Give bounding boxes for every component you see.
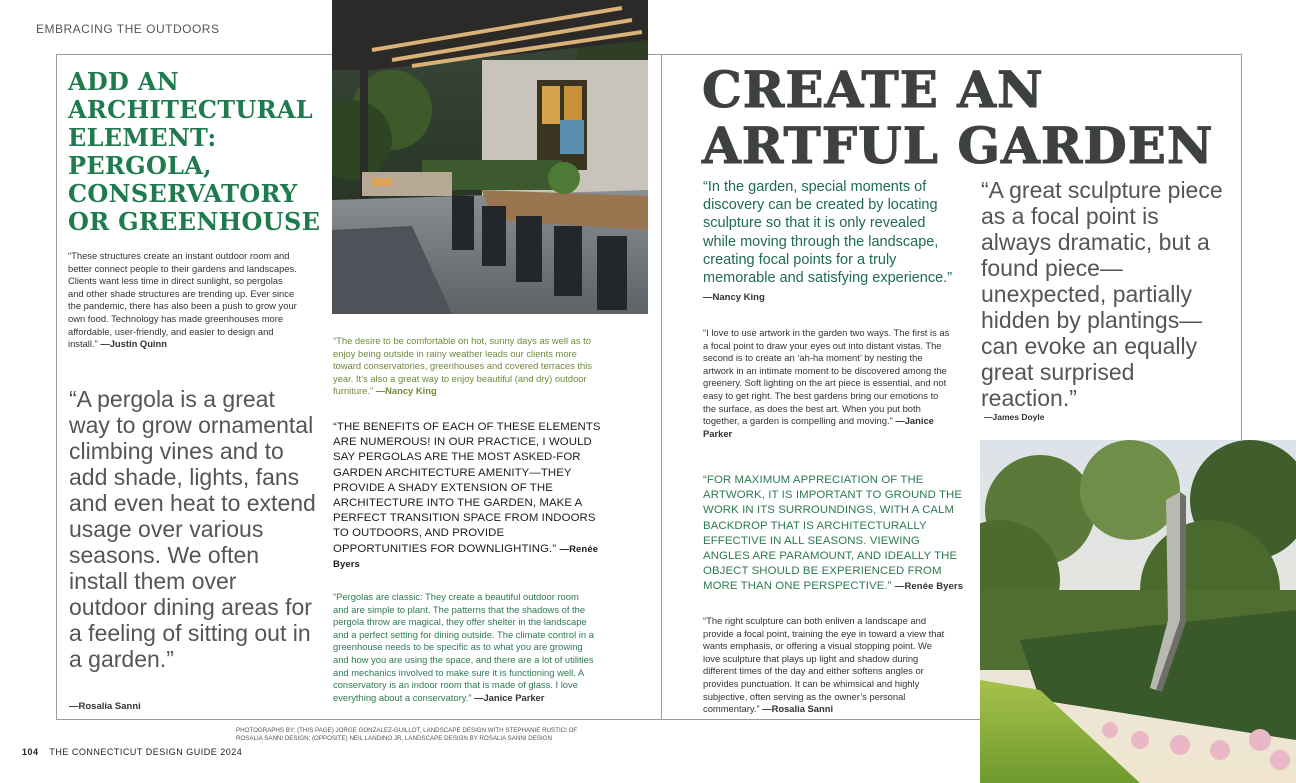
benefits-caps-quote-attribution: —Renée Byers (333, 543, 599, 570)
appreciation-caps-quote-text: “FOR MAXIMUM APPRECIATION OF THE ARTWORK, IT IS IMPORTANT TO GROUND THE WORK IN ITS SURROUNDINGS, WITH A CALM BACKDROP THAT IS ARCHITECTURALLY EFFECTIVE IN ALL SEASONS. VIEWING ANGLES ARE PARAMOUNT, AND IDEALLY THE OBJECT SHOULD BE EXPERIENCED FROM MORE THAN ONE PERSPECTIVE.” (703, 474, 963, 593)
benefits-caps-quote-text: “THE BENEFITS OF EACH OF THESE ELEMENTS ARE NUMEROUS! IN OUR PRACTICE, I WOULD SAY PERGOLAS ARE THE MOST ASKED-FOR GARDEN ARCHITECTURE AMENITY—THEY PROVIDE A SHADY EXTENSION OF THE ARCHITECTURE INTO THE GARDEN, MAKE A PERFECT TRANSITION SPACE FROM INDOORS TO OUTDOORS, AND PROVIDE OPPORTUNITIES FOR DOWNLIGHTING.” (333, 421, 601, 555)
comfort-quote-attribution: —Nancy King (375, 385, 437, 397)
discovery-quote-attribution: —Nancy King (703, 292, 765, 304)
great-sculpture-pull-quote: “A great sculpture piece as a focal point is always dramatic, but a found piece—unexpected, partially hidden by plantings—can evoke an equally great surprised reaction.” (981, 177, 1223, 411)
pergola-photo-illustration (332, 0, 648, 314)
intro-quote-attribution: —Justin Quinn (100, 338, 167, 350)
classic-pergola-quote-attribution: —Janice Parker (474, 691, 545, 703)
pergola-pull-quote-attribution: —Rosalia Sanni (69, 701, 141, 712)
discovery-quote-text: “In the garden, special moments of discovery can be created by locating sculpture so that it is only revealed while moving through the landscape, creating focal points for a truly memorable and satisfying experience.” (703, 179, 953, 287)
comfort-quote-text: “The desire to be comfortable on hot, sunny days as well as to enjoy being outside in rainy weather leads our clients more toward conservatories, greenhouses and covered terraces this year. It’s also a great way to enjoy beautiful (and dry) outdoor furniture.” (333, 335, 592, 397)
sculpture-garden-photo (980, 440, 1296, 783)
photo-credits: PHOTOGRAPHS BY: (THIS PAGE) JORGE GONZALEZ-GUILLOT, LANDSCAPE DESIGN WITH STEPHANIE RUSTICI OF ROSALIA SANNI DESIGN; (OPPOSITE) NEIL LANDINO JR, LANDSCAPE DESIGN BY ROSALIA SANNI DESIGN (236, 727, 578, 742)
intro-quote (68, 250, 298, 351)
artwork-two-ways-quote (703, 327, 951, 440)
artful-garden-heading: CREATE AN ARTFUL GARDEN (702, 60, 1214, 175)
architectural-element-heading: ADD AN ARCHITECTURAL ELEMENT: PERGOLA, CONSERVATORY OR GREENHOUSE (68, 67, 321, 236)
classic-pergola-quote (333, 591, 595, 704)
great-sculpture-pull-quote-attribution: —James Doyle (984, 412, 1045, 422)
page-footer (22, 747, 242, 757)
classic-pergola-quote-text: “Pergolas are classic: They create a beautiful outdoor room and are simple to plant. The patterns that the shadows of the pergola throw are magical, they offer shelter in the landscape and a perfect setting for dining outside. The climate control in a greenhouse needs to be specific as to what you are growing and how you are using the space, and there are a lot of utilities and mechanics involved to make sure it is functioning well. A conservatory is an indoor room that is made of glass. I love everything about a conservatory.” (333, 591, 594, 703)
appreciation-caps-quote-attribution: —Renée Byers (894, 581, 964, 593)
right-sculpture-quote-text: “The right sculpture can both enliven a landscape and provide a focal point, training the eye in toward a view that wants emphasis, or offering a visual stopping point. We love sculpture that plays up light and shadow during different times of the day and either softens angles or provides punctuation. It can be whimsical and highly subjective, often serving as the owner’s personal commentary.” (703, 615, 945, 715)
discovery-quote (703, 178, 955, 307)
pergola-photo (332, 0, 648, 314)
comfort-quote (333, 335, 595, 398)
benefits-caps-quote (333, 420, 601, 572)
right-sculpture-quote (703, 615, 949, 716)
right-sculpture-quote-attribution: —Rosalia Sanni (762, 703, 834, 715)
artwork-two-ways-quote-attribution: —Janice Parker (703, 415, 934, 439)
publication-name: THE CONNECTICUT DESIGN GUIDE 2024 (49, 747, 243, 757)
appreciation-caps-quote (703, 473, 965, 595)
pergola-pull-quote: “A pergola is a great way to grow ornamental climbing vines and to add shade, lights, fans and even heat to extend usage over various seasons. We often install them over outdoor dining areas for a feeling of sitting out in a garden.” (69, 386, 316, 672)
page-number: 104 (22, 747, 39, 757)
intro-quote-text: “These structures create an instant outdoor room and better connect people to their gardens and landscapes. Clients want less time in direct sunlight, so pergolas and other shade structures are trending up. Ever since the pandemic, there has also been a push to grow your own food. Technology has made greenhouses more affordable, user-friendly, and easier to design and install.” (68, 250, 297, 350)
sculpture-photo-illustration (980, 440, 1296, 783)
artwork-two-ways-quote-text: “I love to use artwork in the garden two ways. The first is as a focal point to draw your eyes out into distant vistas. The second is to create an ‘ah-ha moment’ by nesting the artwork in an intimate moment to be discovered among the greenery. Soft lighting on the art piece is essential, and not easy to get right. The best gardens bring our emotions to the surface, as does the best art. When you put both together, a garden is compelling and moving.” (703, 327, 950, 427)
section-label: EMBRACING THE OUTDOORS (36, 22, 220, 36)
